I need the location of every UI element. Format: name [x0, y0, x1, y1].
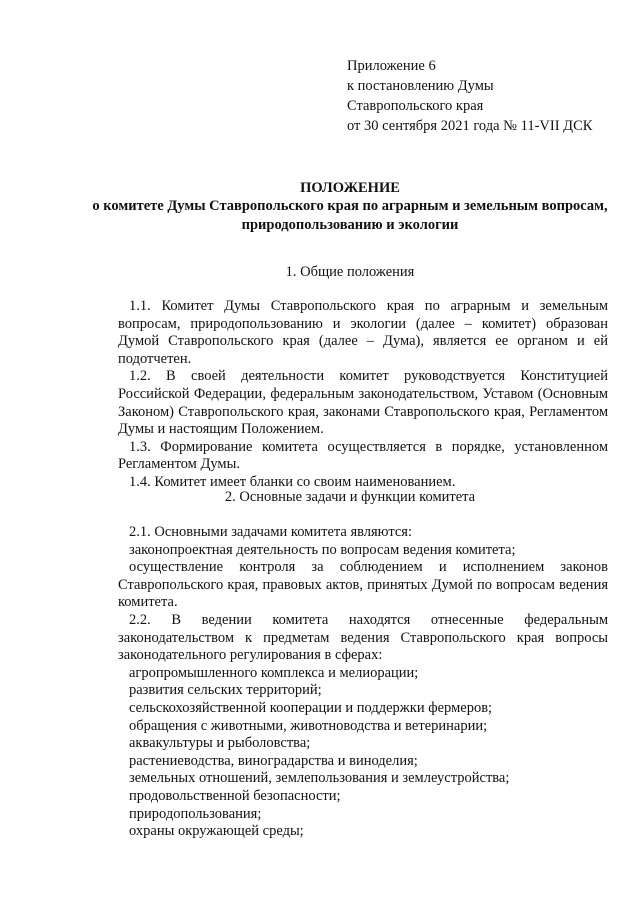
paragraph-2-2: 2.2. В ведении комитета находятся отнесенные федеральным законодательством к предметам ведения Ставропольского края вопросы законодательного регулирования в сферах:: [118, 611, 608, 664]
section-2-body: [118, 524, 608, 841]
paragraph-1-1: 1.1. Комитет Думы Ставропольского края по аграрным и земельным вопросам, природопользованию и экологии (далее – комитет) образован Думой Ставропольского края (далее – Дума), является ее органом и ей подотчетен.: [118, 298, 608, 367]
annex-resolution: к постановлению Думы: [347, 78, 494, 94]
paragraph-1-3: 1.3. Формирование комитета осуществляется в порядке, установленном Регламентом Думы.: [118, 438, 608, 473]
annex-block: [347, 56, 627, 136]
list-item: развития сельских территорий;: [129, 682, 322, 699]
paragraph-1-2: 1.2. В своей деятельности комитет руководствуется Конституцией Российской Федерации, федеральным законодательством, Уставом (Основным Законом) Ставропольского края, законами Ставропольского края, Регламентом Думы и настоящим Положением.: [118, 368, 608, 438]
list-item: растениеводства, виноградарства и виноделия;: [129, 752, 418, 769]
section-2-heading: 2. Основные задачи и функции комитета: [224, 489, 476, 505]
list-item: агропромышленного комплекса и мелиорации;: [129, 664, 419, 681]
paragraph-2-1-task-2: осуществление контроля за соблюдением и исполнением законов Ставропольского края, правовых актов, принятых Думой по вопросам ведения комитета.: [118, 559, 608, 611]
annex-number: Приложение 6: [347, 58, 436, 74]
list-item: земельных отношений, землепользования и землеустройства;: [129, 770, 510, 787]
paragraph-2-1: 2.1. Основными задачами комитета являются:: [129, 524, 412, 540]
annex-date-number: от 30 сентября 2021 года № 11-VII ДСК: [347, 118, 593, 134]
annex-region: Ставропольского края: [347, 98, 484, 114]
list-item: продовольственной безопасности;: [129, 787, 341, 804]
list-item: обращения с животными, животноводства и ветеринарии;: [129, 717, 488, 734]
list-item: сельскохозяйственной кооперации и поддержки фермеров;: [129, 699, 493, 716]
list-item: природопользования;: [129, 805, 262, 822]
list-item: аквакультуры и рыболовства;: [129, 735, 311, 752]
section-1-heading: 1. Общие положения: [285, 264, 415, 280]
document-subtitle: о комитете Думы Ставропольского края по аграрным и земельным вопросам, природопользованию и экологии: [92, 198, 608, 233]
section-1-body: [118, 298, 608, 492]
list-item: охраны окружающей среды;: [129, 823, 304, 840]
paragraph-1-4: 1.4. Комитет имеет бланки со своим наименованием.: [129, 473, 456, 490]
document-title: ПОЛОЖЕНИЕ: [300, 180, 400, 196]
paragraph-2-1-task-1: законопроектная деятельность по вопросам ведения комитета;: [129, 541, 516, 558]
